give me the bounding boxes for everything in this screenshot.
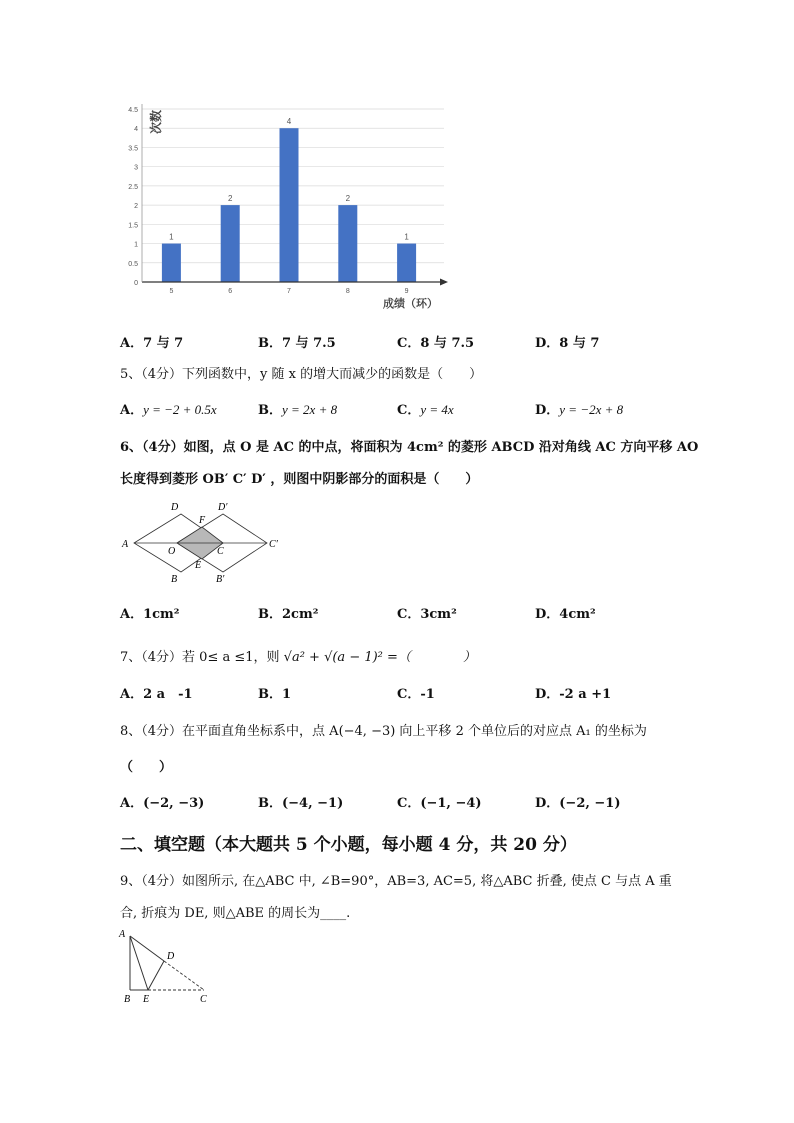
- y-axis-label: 次数: [149, 109, 163, 134]
- bar-8: [338, 205, 357, 282]
- y-tick-label: 0: [134, 280, 138, 287]
- q4-option-c: C．8 与 7.5: [397, 336, 475, 351]
- q8-stem-line1: 8、（4分）在平面直角坐标系中，点 A(−4, −3) 向上平移 2 个单位后的对应点 A₁ 的坐标为: [120, 724, 647, 739]
- y-tick-label: 4.5: [128, 107, 138, 114]
- y-tick-label: 3: [134, 164, 138, 172]
- data-label-9: 1: [404, 232, 409, 242]
- label-c: C: [200, 994, 207, 1005]
- section-heading: 二、填空题（本大题共 5 个小题，每小题 4 分，共 20 分）: [120, 835, 577, 855]
- label-b: B: [124, 994, 131, 1005]
- q8-option-a: A．(−2, −3): [120, 796, 205, 811]
- x-axis-label: 成绩（环）: [383, 298, 438, 310]
- y-tick-label: 1.5: [128, 222, 138, 230]
- q8-stem-line2: （ ）: [120, 760, 173, 775]
- q5-option-a: A．y = −2 + 0.5x: [120, 402, 217, 418]
- label-d: D: [171, 502, 179, 513]
- bar-5: [162, 244, 181, 282]
- q7-stem: 7、（4分）若 0≤ a ≤1，则 √a² + √(a − 1)² =（ ）: [120, 650, 476, 665]
- q4-option-b: B．7 与 7.5: [258, 336, 336, 351]
- q8-option-c: C．(−1, −4): [397, 796, 482, 811]
- label-a: A: [119, 929, 126, 940]
- y-tick-label: 4: [134, 126, 138, 134]
- data-label-7: 4: [286, 117, 292, 127]
- bar-9: [397, 244, 416, 282]
- label-o: O: [168, 546, 176, 557]
- data-label-5: 1: [169, 232, 174, 242]
- label-d-prime: D′: [218, 502, 228, 513]
- q9-stem-line2: 合, 折痕为 DE, 则△ABE 的周长为____.: [120, 906, 351, 921]
- triangle-figure: [116, 926, 216, 1006]
- label-f: F: [199, 515, 206, 526]
- q6-stem-line1: 6、（4分）如图，点 O 是 AC 的中点，将面积为 4cm² 的菱形 ABCD 沿对角线 AC 方向平移 AO: [120, 440, 699, 455]
- data-label-6: 2: [227, 194, 233, 204]
- data-label-8: 2: [345, 194, 351, 204]
- label-d: D: [167, 951, 175, 962]
- y-tick-label: 2: [134, 203, 138, 211]
- q7-option-a: A．2 a -1: [120, 687, 193, 702]
- q7-option-c: C．-1: [397, 687, 435, 702]
- q4-option-d: D．8 与 7: [535, 336, 600, 351]
- y-tick-label: 2.5: [128, 183, 138, 191]
- q6-option-a: A．1cm²: [120, 607, 180, 622]
- label-b: B: [171, 574, 178, 585]
- x-tick-label-9: 9: [404, 288, 409, 295]
- bar-6: [221, 205, 240, 282]
- q8-option-d: D．(−2, −1): [535, 796, 621, 811]
- q6-option-c: C．3cm²: [397, 607, 457, 622]
- q6-option-d: D．4cm²: [535, 607, 596, 622]
- x-tick-label-6: 6: [228, 288, 233, 295]
- bar-7: [280, 128, 299, 282]
- y-tick-label: 3.5: [128, 145, 138, 153]
- label-b-prime: B′: [216, 574, 225, 585]
- x-tick-label-7: 7: [287, 288, 291, 295]
- q5-option-c: C．y = 4x: [397, 402, 454, 418]
- x-tick-label-5: 5: [169, 288, 174, 295]
- label-e: E: [143, 994, 150, 1005]
- y-tick-label: 1: [134, 241, 138, 249]
- q7-option-b: B．1: [258, 687, 292, 702]
- x-tick-label-8: 8: [345, 288, 350, 295]
- q6-stem-line2: 长度得到菱形 OB′ C′ D′ ，则图中阴影部分的面积是（ ）: [120, 472, 479, 487]
- q5-option-d: D．y = −2x + 8: [535, 402, 624, 418]
- q8-option-b: B．(−4, −1): [258, 796, 344, 811]
- label-c-prime: C′: [269, 539, 278, 550]
- q4-option-a: A．7 与 7: [120, 336, 184, 351]
- label-c: C: [217, 546, 224, 557]
- label-a: A: [122, 539, 129, 550]
- label-e: E: [195, 560, 202, 571]
- rhombus-figure: [118, 496, 290, 588]
- bar-chart: [110, 98, 460, 313]
- q7-option-d: D．-2 a +1: [535, 687, 612, 702]
- q5-stem: 5、（4分）下列函数中，y 随 x 的增大而减少的函数是（ ）: [120, 367, 483, 382]
- q9-stem-line1: 9、（4分）如图所示, 在△ABC 中, ∠B=90°，AB=3, AC=5, 将△ABC 折叠, 使点 C 与点 A 重: [120, 874, 672, 889]
- x-axis-arrow: [440, 279, 448, 286]
- q5-option-b: B．y = 2x + 8: [258, 402, 338, 418]
- y-tick-label: 0.5: [128, 260, 138, 268]
- q6-option-b: B．2cm²: [258, 607, 319, 622]
